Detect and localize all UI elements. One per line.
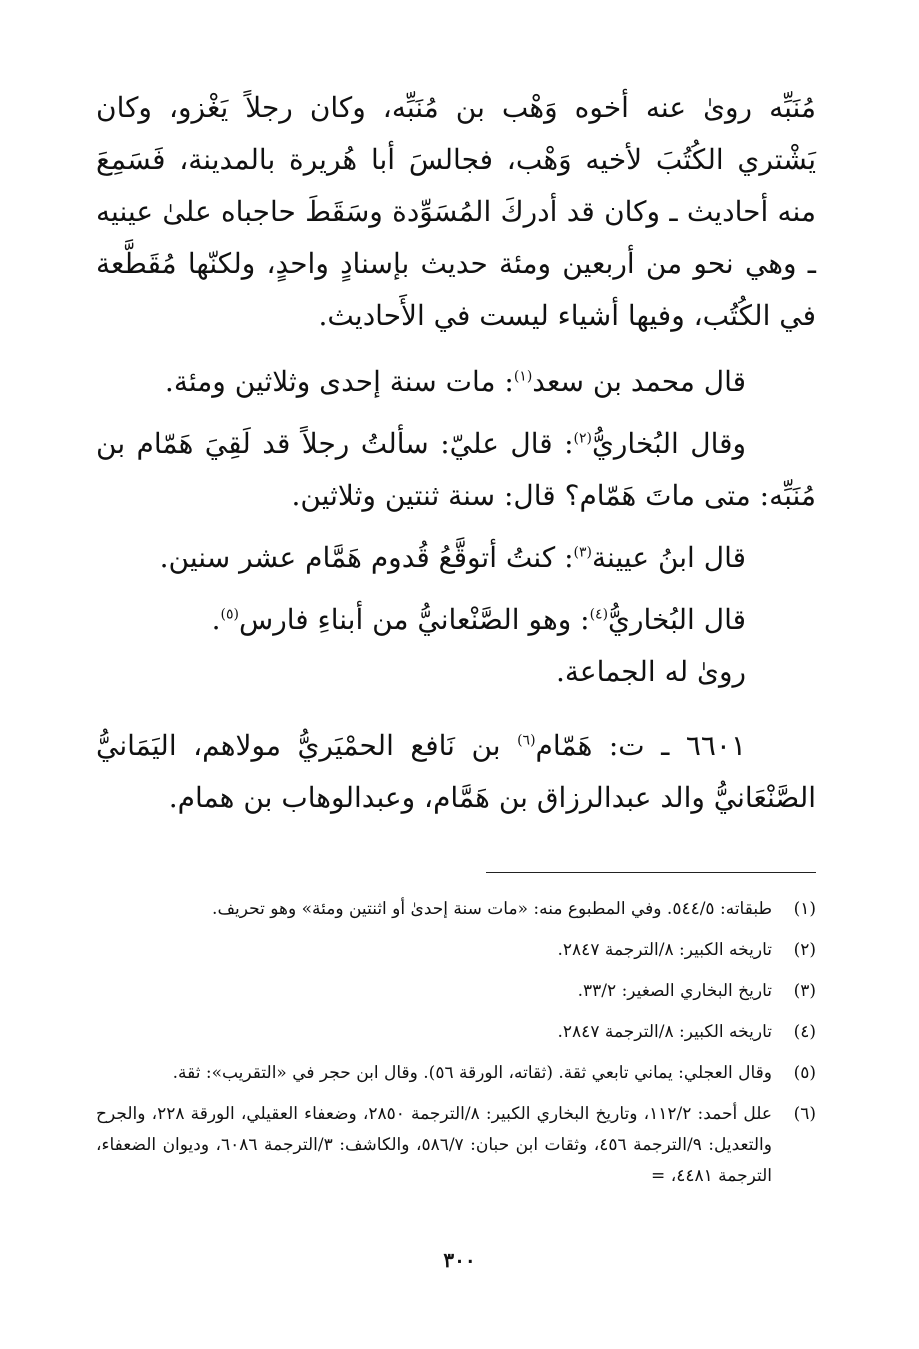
footnote-3 (96, 976, 816, 1007)
footnote-text: وقال العجلي: يماني تابعي ثقة. (ثقاته، الورقة ٥٦). وقال ابن حجر في «التقريب»: ثقة. (172, 1063, 772, 1083)
paragraph-2-text-b: : مات سنة إحدى وثلاثين ومئة. (164, 365, 514, 398)
footnote-text: علل أحمد: ١١٢/٢، وتاريخ البخاري الكبير: ٨/الترجمة ٢٨٥٠، وضعفاء العقيلي، الورقة ٢٢٨، والجرح والتعديل: ٩/الترجمة ٤٥٦، وثقات ابن حبان: ٥٨٦/٧، والكاشف: ٣/الترجمة ٦٠٨٦، وديوان الضعفاء، الترجمة ٤٤٨١، = (96, 1104, 772, 1186)
paragraph-2-text-a: قال محمد بن سعد (532, 365, 746, 398)
paragraph-5-text-a: قال البُخاريُّ (608, 603, 746, 636)
footnote-1 (96, 894, 816, 925)
footnote-number: (٣) (793, 981, 816, 1001)
footnote-number: (٢) (793, 940, 816, 960)
footnote-number: (٥) (793, 1063, 816, 1083)
entry-text: بن نَافع الحمْيَريُّ مولاهم، اليَمَانيُّ الصَّنْعَانيُّ والد عبدالرزاق بن هَمَّام، وعبدالوهاب بن همام. (96, 729, 816, 814)
paragraph-3-text-b: : قال عليّ: سألتُ رجلاً قد لَقِيَ هَمّام بن مُنَبِّه: متى ماتَ هَمّام؟ قال: سنة ثنتين وثلاثين. (96, 427, 816, 512)
footnote-text: تاريخه الكبير: ٨/الترجمة ٢٨٤٧. (557, 940, 772, 960)
footnote-5 (96, 1058, 816, 1089)
paragraph-6: روىٰ له الجماعة. (555, 655, 746, 688)
paragraph-3-text-a: وقال البُخاريُّ (591, 427, 747, 460)
footnote-2 (96, 935, 816, 966)
footnote-ref-3: (٣) (573, 544, 592, 561)
paragraph-5 (96, 594, 816, 646)
footnote-number: (١) (793, 899, 816, 919)
footnote-4 (96, 1017, 816, 1048)
paragraph-5-text-b: : وهو الصَّنْعانيُّ من أبناءِ فارس (239, 603, 590, 636)
footnote-text: طبقاته: ٥٤٤/٥. وفي المطبوع منه: «مات سنة إحدىٰ أو اثنتين ومئة» وهو تحريف. (212, 899, 772, 919)
biography-entry (96, 720, 816, 824)
paragraph-4 (96, 532, 816, 584)
page-number: ٣٠٠ (443, 1248, 476, 1272)
footnote-divider (486, 872, 816, 873)
entry-heading: ٦٦٠١ ـ ت: هَمّام (535, 729, 746, 762)
footnote-ref-1: (١) (513, 368, 533, 385)
footnote-text: تاريخ البخاري الصغير: ٣٣/٢. (577, 981, 772, 1001)
paragraph-4-text-a: قال ابنُ عيينة (591, 541, 746, 574)
paragraph-2 (96, 356, 816, 408)
footnote-number: (٤) (793, 1022, 816, 1042)
page-body (96, 82, 816, 1186)
paragraph-5-text-c: . (211, 603, 221, 636)
footnote-text: تاريخه الكبير: ٨/الترجمة ٢٨٤٧. (557, 1022, 772, 1042)
footnote-ref-5: (٥) (220, 606, 240, 623)
footnote-ref-4: (٤) (589, 606, 609, 623)
paragraph-1: مُنَبِّه روىٰ عنه أخوه وَهْب بن مُنَبِّه، وكان رجلاً يَغْزو، وكان يَشْتري الكُتُبَ لأخيه وَهْب، فجالسَ أبا هُريرة بالمدينة، فَسَمِعَ منه أحاديث ـ وكان قد أدركَ المُسَوِّدة وسَقَطَ حاجباه علىٰ عينيه ـ وهي نحو من أربعين ومئة حديث بإسنادٍ واحدٍ، ولكنّها مُقَطَّعة في الكُتُب، وفيها أشياء ليست في الأَحاديث. (96, 91, 816, 332)
footnotes (96, 894, 816, 1202)
footnote-number: (٦) (793, 1104, 816, 1124)
paragraph-3 (96, 418, 816, 522)
footnote-ref-6: (٦) (517, 732, 536, 749)
paragraph-4-text-b: : كنتُ أتوقَّعُ قُدوم هَمَّام عشر سنين. (159, 541, 574, 574)
footnote-ref-2: (٢) (573, 430, 592, 447)
footnote-6 (96, 1099, 816, 1192)
